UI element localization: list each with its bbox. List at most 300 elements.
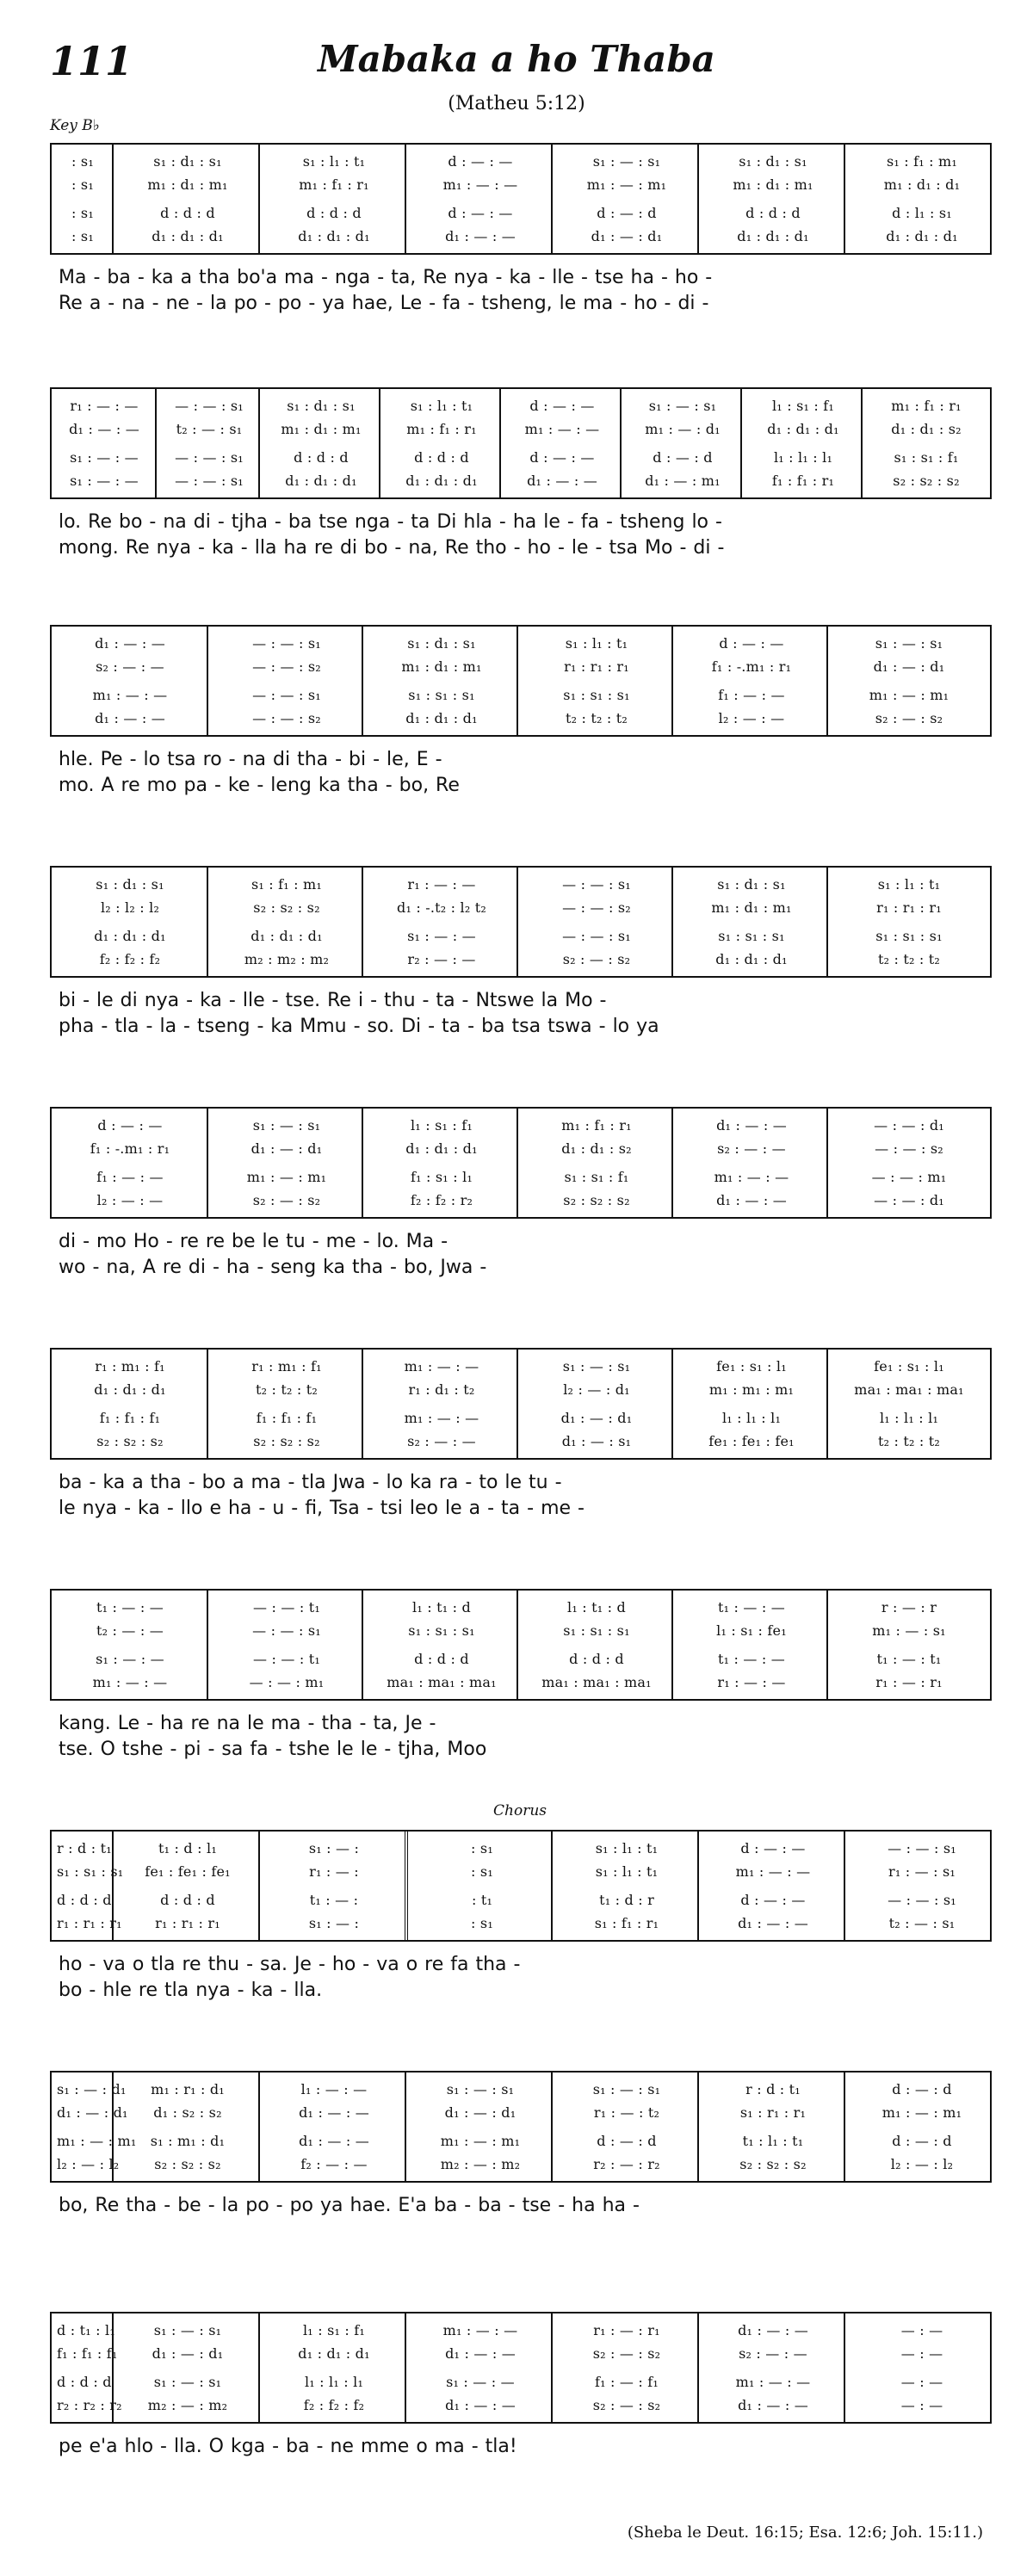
bass-staff: [678, 1406, 825, 1453]
soprano-part: s₁ : l₁ : t₁: [410, 397, 473, 414]
tenor-part: — : — : s₁: [175, 448, 244, 466]
soprano-part: s₁ : — : s₁: [562, 1357, 631, 1374]
bass-staff: [868, 446, 985, 492]
alto-part: m₁ : d₁ : m₁: [733, 176, 813, 193]
measure: [826, 1109, 988, 1217]
bass-part: r₁ : — : r₁: [875, 1673, 943, 1690]
soprano-part: r : d : t₁: [745, 2080, 801, 2097]
bass-part: d₁ : — : m₁: [645, 472, 721, 489]
tenor-part: f₁ : s₁ : l₁: [410, 1168, 473, 1185]
tenor-part: d : — : —: [448, 204, 513, 221]
key-signature: Key B♭: [50, 117, 100, 134]
bass-staff: [57, 1888, 122, 1935]
measure: [551, 1832, 699, 1940]
treble-staff: [558, 1837, 696, 1883]
soprano-part: d : — : —: [740, 1839, 806, 1856]
lyric-verse-1: Ma - ba - ka a tha bo'a ma - nga - ta, Re nya - ka - lle - tse ha - ho -: [59, 267, 713, 288]
alto-part: m₁ : — : s₁: [872, 1622, 946, 1639]
tenor-part: s₁ : s₁ : s₁: [875, 927, 943, 944]
soprano-part: s₁ : — : s₁: [875, 634, 943, 652]
soprano-part: r₁ : m₁ : f₁: [95, 1357, 165, 1374]
bass-part: ma₁ : ma₁ : ma₁: [387, 1673, 497, 1690]
alto-part: d₁ : — : —: [299, 2103, 369, 2121]
treble-staff: [213, 1355, 360, 1401]
soprano-part: l₁ : s₁ : f₁: [771, 397, 835, 414]
soprano-part: — : — : s₁: [175, 397, 244, 414]
alto-part: d₁ : — : d₁: [152, 2344, 224, 2362]
lyric-verse-1: bi - le di nya - ka - lle - tse. Re i - thu - ta - Ntswe la Mo -: [59, 990, 607, 1011]
soprano-part: d : — : —: [529, 397, 595, 414]
alto-part: s₁ : s₁ : s₁: [57, 1863, 124, 1880]
alto-part: s₂ : — : s₂: [592, 2344, 661, 2362]
bass-part: — : — : d₁: [874, 1191, 944, 1208]
bass-part: d₁ : d₁ : d₁: [285, 472, 357, 489]
alto-part: r₁ : d₁ : t₂: [408, 1381, 475, 1398]
bass-part: d₁ : d₁ : d₁: [715, 950, 788, 967]
tenor-part: f₁ : — : —: [718, 686, 785, 703]
bass-staff: [368, 1165, 515, 1212]
alto-part: d₁ : — : —: [69, 420, 139, 437]
music-system: [50, 866, 990, 1076]
bass-staff: [558, 2370, 696, 2417]
lyric-verse-2: bo - hle re tla nya - ka - lla.: [59, 1980, 323, 2001]
soprano-part: m₁ : r₁ : d₁: [151, 2080, 225, 2097]
bass-part: m₂ : — : m₂: [440, 2155, 521, 2172]
lyric-verse-1: bo, Re tha - be - la po - po ya hae. E'a ba - ba - tse - ha ha -: [59, 2195, 640, 2216]
alto-part: : s₁: [471, 1863, 493, 1880]
alto-part: m₁ : d₁ : m₁: [281, 420, 362, 437]
bass-part: s₁ : — : —: [70, 472, 139, 489]
measure: [258, 2073, 406, 2181]
bass-staff: [265, 446, 377, 492]
music-system: [50, 625, 990, 835]
soprano-part: s₁ : d₁ : s₁: [153, 152, 222, 170]
soprano-part: s₁ : l₁ : t₁: [565, 634, 628, 652]
alto-part: s₁ : r₁ : r₁: [739, 2103, 807, 2121]
bass-staff: [57, 2129, 137, 2176]
soprano-part: : s₁: [71, 152, 94, 170]
measure: [258, 389, 380, 497]
treble-staff: [678, 873, 825, 919]
measure: [516, 627, 673, 735]
alto-part: d₁ : — : d₁: [873, 658, 945, 675]
alto-part: t₂ : — : —: [96, 1622, 164, 1639]
bass-staff: [747, 446, 859, 492]
bass-staff: [558, 1888, 696, 1935]
bass-part: d₁ : — : s₁: [561, 1432, 632, 1449]
tenor-part: — : — : s₁: [252, 686, 321, 703]
scripture-reference: (Matheu 5:12): [448, 93, 585, 114]
bass-part: m₂ : m₂ : m₂: [244, 950, 330, 967]
tenor-part: d : d : d: [160, 1891, 215, 1908]
soprano-part: s₁ : l₁ : t₁: [595, 1839, 659, 1856]
tenor-part: d : d : d: [414, 1650, 469, 1667]
tenor-part: d : — : d: [892, 2132, 952, 2149]
tenor-part: f₁ : — : f₁: [595, 2373, 659, 2390]
measure: [379, 389, 501, 497]
tenor-part: s₁ : — : —: [96, 1650, 164, 1667]
score-staff-box: [50, 625, 992, 737]
soprano-part: s₁ : — : s₁: [592, 152, 661, 170]
measure: [826, 627, 988, 735]
bass-part: — : — : s₁: [175, 472, 244, 489]
bass-part: d₁ : — : —: [445, 227, 516, 244]
bass-part: r₁ : — : —: [717, 1673, 786, 1690]
soprano-part: l₁ : — : —: [300, 2080, 368, 2097]
treble-staff: [265, 2078, 403, 2124]
tenor-part: m₁ : — : —: [404, 1409, 479, 1426]
lyric-verse-2: wo - na, A re di - ha - seng ka tha - bo, Jwa -: [59, 1257, 487, 1278]
bass-staff: [213, 1406, 360, 1453]
tenor-part: d : d : d: [569, 1650, 624, 1667]
bass-part: s₂ : — : s₂: [875, 709, 943, 726]
bass-part: s₂ : s₂ : s₂: [154, 2155, 221, 2172]
measure: [844, 2073, 997, 2181]
tenor-part: t₁ : d : r: [599, 1891, 654, 1908]
treble-staff: [57, 1114, 203, 1160]
bass-staff: [851, 2129, 993, 2176]
bass-staff: [627, 446, 739, 492]
bass-staff: [523, 1406, 670, 1453]
bass-part: — : — : m₁: [249, 1673, 325, 1690]
soprano-part: s₁ : l₁ : t₁: [877, 875, 941, 893]
soprano-part: s₁ : — : s₁: [252, 1116, 321, 1134]
tenor-part: — : — : m₁: [871, 1168, 947, 1185]
bass-staff: [119, 201, 257, 248]
bass-part: s₂ : — : s₂: [592, 2396, 661, 2413]
bass-part: l₂ : — : —: [96, 1191, 164, 1208]
bass-staff: [704, 2129, 842, 2176]
treble-staff: [851, 2319, 993, 2365]
soprano-part: s₁ : — : s₁: [446, 2080, 515, 2097]
treble-staff: [162, 394, 257, 441]
treble-staff: [57, 1596, 203, 1642]
soprano-part: d : — : —: [448, 152, 513, 170]
alto-part: : s₁: [71, 176, 94, 193]
bass-staff: [411, 2370, 549, 2417]
tenor-part: m₁ : — : —: [92, 686, 168, 703]
alto-part: d₁ : d₁ : d₁: [94, 1381, 166, 1398]
bass-staff: [413, 1888, 551, 1935]
bass-staff: [213, 1647, 360, 1694]
bass-staff: [119, 2129, 257, 2176]
tenor-part: — : — : s₁: [562, 927, 631, 944]
treble-staff: [833, 632, 985, 678]
soprano-part: l₁ : s₁ : f₁: [410, 1116, 473, 1134]
tenor-part: t₁ : — : —: [718, 1650, 785, 1667]
bass-staff: [368, 683, 515, 730]
soprano-part: — : — : s₁: [562, 875, 631, 893]
tenor-part: d : d : d: [160, 204, 215, 221]
soprano-part: — : — : d₁: [874, 1116, 944, 1134]
treble-staff: [523, 873, 670, 919]
alto-part: d₁ : — : d₁: [57, 2103, 128, 2121]
treble-staff: [368, 632, 515, 678]
measure: [826, 1350, 988, 1458]
treble-staff: [411, 2319, 549, 2365]
alto-part: t₂ : — : s₁: [176, 420, 243, 437]
score-staff-box: [50, 2312, 992, 2424]
tenor-part: m₁ : — : m₁: [246, 1168, 327, 1185]
alto-part: s₂ : — : —: [717, 1140, 786, 1157]
bass-part: d₁ : — : d₁: [591, 227, 663, 244]
tenor-part: t₁ : l₁ : t₁: [742, 2132, 804, 2149]
measure: [207, 868, 363, 976]
measure: [671, 1591, 828, 1699]
soprano-part: : s₁: [471, 1839, 493, 1856]
treble-staff: [213, 632, 360, 678]
treble-staff: [57, 2078, 128, 2124]
measure: [826, 1591, 988, 1699]
tenor-part: d : — : d: [597, 204, 657, 221]
bass-staff: [833, 1406, 985, 1453]
tenor-part: d : — : —: [740, 1891, 806, 1908]
treble-staff: [213, 1114, 360, 1160]
bass-staff: [265, 201, 403, 248]
measure: [362, 1591, 518, 1699]
bass-staff: [57, 2370, 122, 2417]
treble-staff: [368, 873, 515, 919]
bass-staff: [57, 1406, 203, 1453]
bass-part: f₁ : f₁ : r₁: [771, 472, 835, 489]
treble-staff: [523, 632, 670, 678]
measure: [52, 1350, 207, 1458]
treble-staff: [704, 150, 842, 196]
measure: [52, 389, 155, 497]
alto-part: d₁ : d₁ : d₁: [405, 1140, 478, 1157]
tenor-part: s₁ : m₁ : d₁: [150, 2132, 226, 2149]
bass-staff: [678, 1647, 825, 1694]
measure: [551, 145, 699, 253]
measure: [516, 1109, 673, 1217]
tenor-part: d : — : d: [653, 448, 713, 466]
treble-staff: [265, 1837, 403, 1883]
soprano-part: s₁ : d₁ : s₁: [739, 152, 807, 170]
bass-part: : s₁: [471, 1914, 493, 1931]
score-staff-box: [50, 2071, 992, 2183]
bass-part: d₁ : — : —: [716, 1191, 787, 1208]
soprano-part: s₁ : — :: [308, 1839, 360, 1856]
bass-part: m₂ : — : m₂: [147, 2396, 228, 2413]
tenor-part: l₁ : l₁ : l₁: [721, 1409, 782, 1426]
measure: [697, 145, 845, 253]
tenor-part: d : d : d: [57, 2373, 112, 2390]
alto-part: fe₁ : fe₁ : fe₁: [145, 1863, 231, 1880]
tenor-part: l₁ : l₁ : l₁: [879, 1409, 939, 1426]
treble-staff: [368, 1114, 515, 1160]
alto-part: f₁ : -.m₁ : r₁: [90, 1140, 170, 1157]
soprano-part: s₁ : d₁ : s₁: [96, 875, 164, 893]
music-system: [50, 2312, 990, 2522]
alto-part: l₂ : — : d₁: [563, 1381, 630, 1398]
measure: [362, 1109, 518, 1217]
lyric-verse-2: pha - tla - la - tseng - ka Mmu - so. Di - ta - ba tsa tswa - lo ya: [59, 1016, 659, 1037]
bass-staff: [851, 1888, 993, 1935]
bass-staff: [523, 683, 670, 730]
lyric-verse-2: mo. A re mo pa - ke - leng ka tha - bo, Re: [59, 775, 460, 796]
measure: [405, 2313, 553, 2422]
measure: [671, 1109, 828, 1217]
bass-staff: [213, 1165, 360, 1212]
bass-part: l₂ : — : l₂: [57, 2155, 120, 2172]
bass-part: s₂ : — : —: [407, 1432, 476, 1449]
score-staff-box: [50, 1589, 992, 1701]
tenor-part: s₁ : s₁ : f₁: [564, 1168, 629, 1185]
bass-part: r₂ : — : r₂: [593, 2155, 660, 2172]
treble-staff: [265, 2319, 403, 2365]
bass-staff: [833, 683, 985, 730]
alto-part: t₂ : t₂ : t₂: [255, 1381, 319, 1398]
alto-part: d₁ : — : d₁: [251, 1140, 323, 1157]
bass-staff: [833, 1647, 985, 1694]
alto-part: d₁ : — : —: [445, 2344, 516, 2362]
treble-staff: [833, 873, 985, 919]
bass-staff: [833, 924, 985, 971]
bass-staff: [57, 924, 203, 971]
measure: [405, 1832, 554, 1940]
bass-part: f₂ : f₂ : r₂: [410, 1191, 473, 1208]
score-staff-box: [50, 866, 992, 978]
lyric-verse-2: Re a - na - ne - la po - po - ya hae, Le - fa - tsheng, le ma - ho - di -: [59, 293, 709, 314]
measure: [671, 627, 828, 735]
alto-part: l₁ : s₁ : fe₁: [716, 1622, 787, 1639]
measure: [362, 868, 518, 976]
lyric-verse-2: tse. O tshe - pi - sa fa - tshe le le - tjha, Moo: [59, 1739, 487, 1760]
measure: [697, 1832, 845, 1940]
treble-staff: [851, 1837, 993, 1883]
treble-staff: [868, 394, 985, 441]
bass-staff: [851, 2370, 993, 2417]
bass-staff: [368, 1647, 515, 1694]
treble-staff: [558, 2319, 696, 2365]
bass-part: s₁ : — :: [308, 1914, 360, 1931]
measure: [52, 2073, 137, 2181]
treble-staff: [704, 1837, 842, 1883]
tenor-part: d : d : d: [306, 204, 362, 221]
measure: [362, 1350, 518, 1458]
bass-part: t₂ : t₂ : t₂: [565, 709, 628, 726]
alto-part: — : — : s₂: [562, 899, 631, 916]
bass-part: d₁ : d₁ : d₁: [405, 709, 478, 726]
bass-staff: [265, 2370, 403, 2417]
bass-part: t₂ : t₂ : t₂: [877, 1432, 941, 1449]
music-system: [50, 1348, 990, 1558]
tenor-part: s₁ : s₁ : s₁: [408, 686, 475, 703]
bass-part: s₂ : s₂ : s₂: [893, 472, 960, 489]
soprano-part: — : —: [900, 2321, 943, 2338]
treble-staff: [119, 2319, 257, 2365]
bass-part: : s₁: [71, 227, 94, 244]
lyric-verse-1: hle. Pe - lo tsa ro - na di tha - bi - le, E -: [59, 749, 442, 770]
bass-staff: [523, 924, 670, 971]
soprano-part: s₁ : d₁ : s₁: [287, 397, 356, 414]
soprano-part: — : — : s₁: [888, 1839, 956, 1856]
bass-part: t₂ : t₂ : t₂: [877, 950, 941, 967]
bass-part: d₁ : — : —: [527, 472, 597, 489]
alto-part: d₁ : d₁ : s₂: [561, 1140, 632, 1157]
treble-staff: [386, 394, 498, 441]
bass-staff: [851, 201, 993, 248]
treble-staff: [57, 632, 203, 678]
soprano-part: d₁ : — : —: [716, 1116, 787, 1134]
soprano-part: s₁ : — : s₁: [592, 2080, 661, 2097]
tenor-part: m₁ : — : —: [714, 1168, 789, 1185]
measure: [52, 868, 207, 976]
bass-part: t₂ : — : s₁: [888, 1914, 956, 1931]
score-staff-box: [50, 1107, 992, 1219]
tenor-part: — : — : s₁: [888, 1891, 956, 1908]
treble-staff: [411, 150, 549, 196]
tenor-part: d₁ : — : —: [299, 2132, 369, 2149]
measure: [112, 1832, 260, 1940]
tenor-part: t₁ : — :: [309, 1891, 359, 1908]
bass-staff: [119, 2370, 257, 2417]
alto-part: ma₁ : ma₁ : ma₁: [854, 1381, 964, 1398]
tenor-part: s₁ : s₁ : f₁: [894, 448, 959, 466]
treble-staff: [368, 1596, 515, 1642]
bass-part: d₁ : d₁ : d₁: [886, 227, 958, 244]
tenor-part: m₁ : — : m₁: [440, 2132, 521, 2149]
measure: [826, 868, 988, 976]
bass-staff: [162, 446, 257, 492]
treble-staff: [833, 1355, 985, 1401]
bass-staff: [213, 683, 360, 730]
tenor-part: s₁ : — : —: [446, 2373, 515, 2390]
alto-part: r₁ : — : s₁: [888, 1863, 956, 1880]
score-staff-box: [50, 1830, 992, 1942]
soprano-part: d : t₁ : l₁: [57, 2321, 115, 2338]
bass-part: d₁ : — : —: [738, 2396, 808, 2413]
soprano-part: s₁ : l₁ : t₁: [302, 152, 366, 170]
alto-part: s₁ : l₁ : t₁: [595, 1863, 659, 1880]
measure: [740, 389, 863, 497]
soprano-part: r₁ : m₁ : f₁: [251, 1357, 322, 1374]
soprano-part: m₁ : — : —: [442, 2321, 518, 2338]
soprano-part: m₁ : — : —: [404, 1357, 479, 1374]
bass-part: d₁ : — : —: [738, 1914, 808, 1931]
treble-staff: [506, 394, 618, 441]
bass-part: d₁ : d₁ : d₁: [152, 227, 224, 244]
treble-staff: [119, 2078, 257, 2124]
measure: [207, 1350, 363, 1458]
soprano-part: d : — : —: [719, 634, 784, 652]
alto-part: m₁ : d₁ : d₁: [883, 176, 961, 193]
alto-part: r₁ : r₁ : r₁: [564, 658, 629, 675]
treble-staff: [678, 1355, 825, 1401]
measure: [52, 1109, 207, 1217]
bass-staff: [523, 1647, 670, 1694]
soprano-part: d : — : d: [892, 2080, 952, 2097]
measure: [551, 2313, 699, 2422]
treble-staff: [627, 394, 739, 441]
tenor-part: d : l₁ : s₁: [892, 204, 952, 221]
measure: [362, 627, 518, 735]
tenor-part: : s₁: [71, 204, 94, 221]
soprano-part: t₁ : d : l₁: [158, 1839, 217, 1856]
music-system: [50, 2071, 990, 2281]
bass-part: — : — : s₂: [252, 709, 321, 726]
alto-part: — : — : s₂: [875, 1140, 943, 1157]
soprano-part: l₁ : s₁ : f₁: [302, 2321, 366, 2338]
tenor-part: s₁ : — : s₁: [153, 2373, 222, 2390]
alto-part: l₂ : l₂ : l₂: [100, 899, 160, 916]
measure: [861, 389, 988, 497]
soprano-part: r₁ : — : r₁: [593, 2321, 660, 2338]
soprano-part: r₁ : — : —: [407, 875, 476, 893]
tenor-part: s₁ : s₁ : s₁: [563, 686, 630, 703]
treble-staff: [213, 873, 360, 919]
treble-staff: [558, 150, 696, 196]
